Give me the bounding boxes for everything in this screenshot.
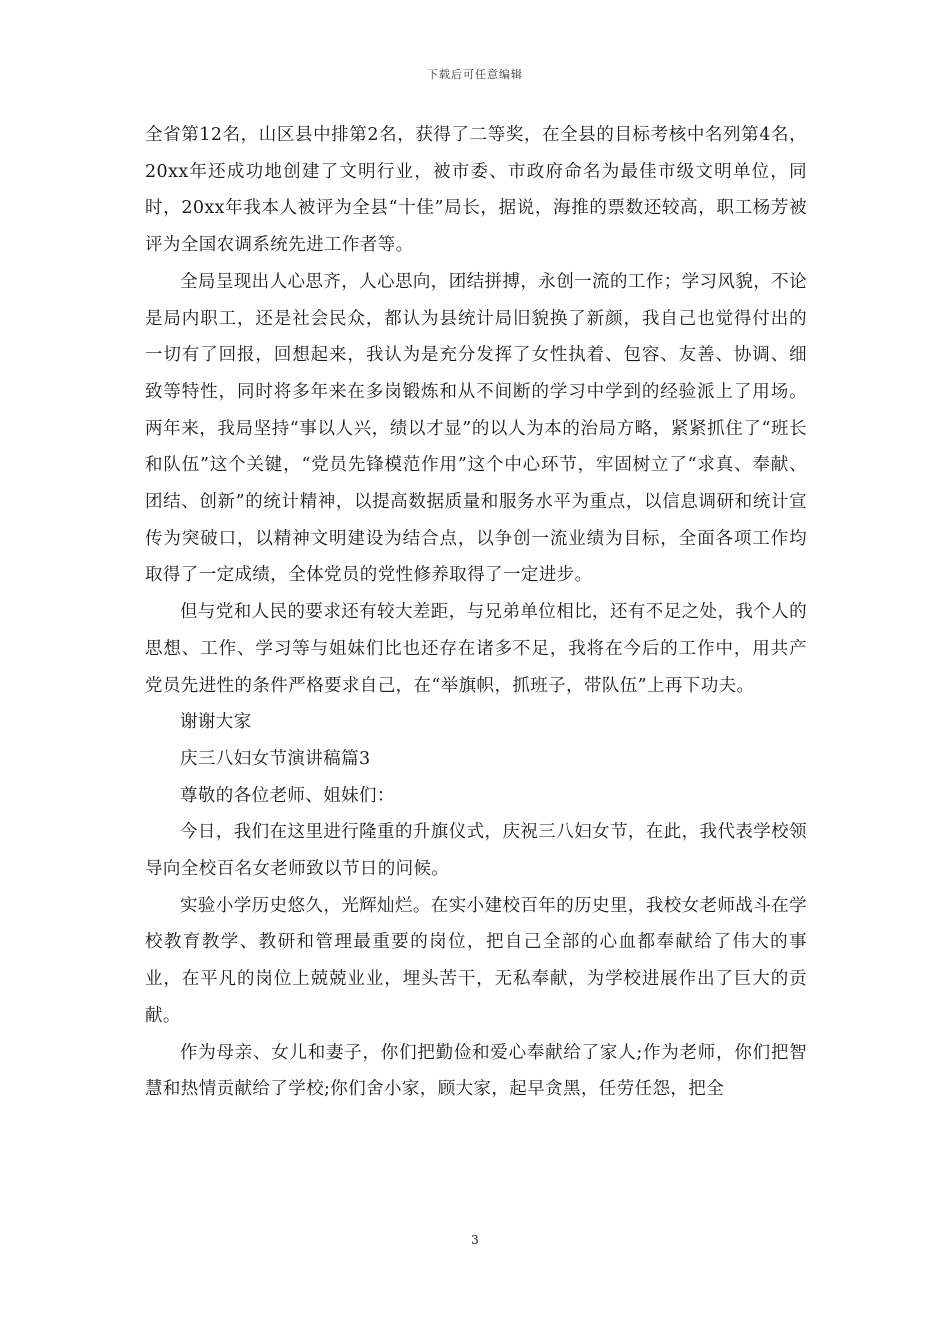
paragraph: 全局呈现出人心思齐，人心思向，团结拼搏，永创一流的工作；学习风貌，不论是局内职工，还是社会民众，都认为县统计局旧貌换了新颜，我自己也觉得付出的一切有了回报，回想起来，我认为是充分发挥了女性执着、包容、友善、协调、细致等特性，同时将多年来在多岗锻炼和从不间断的学习中学到的经验派上了用场。两年来，我局坚持“事以人兴，绩以才显”的以人为本的治局方略，紧紧抓住了“班长和队伍”这个关键，“党员先锋模范作用”这个中心环节，牢固树立了“求真、奉献、团结、创新”的统计精神，以提高数据质量和服务水平为重点，以信息调研和统计宣传为突破口，以精神文明建设为结合点，以争创一流业绩为目标，全面各项工作均取得了一定成绩，全体党员的党性修养取得了一定进步。 xyxy=(145,271,807,586)
paragraph: 作为母亲、女儿和妻子，你们把勤俭和爱心奉献给了家人;作为老师，你们把智慧和热情贡献给了学校;你们舍小家，顾大家，起早贪黑，任劳任怨，把全 xyxy=(145,1042,807,1100)
page-header: 下载后可任意编辑 xyxy=(427,68,523,81)
paragraph: 实验小学历史悠久，光辉灿烂。在实小建校百年的历史里，我校女老师战斗在学校教育教学、教研和管理最重要的岗位，把自己全部的心血都奉献给了伟大的事业，在平凡的岗位上兢兢业业，埋头苦干，无私奉献，为学校进展作出了巨大的贡献。 xyxy=(145,895,807,1026)
salutation: 尊敬的各位老师、姐妹们： xyxy=(180,785,395,806)
paragraph: 但与党和人民的要求还有较大差距，与兄弟单位相比，还有不足之处，我个人的思想、工作、学习等与姐妹们比也还存在诸多不足，我将在今后的工作中，用共产党员先进性的条件严格要求自己，在“举旗帜，抓班子，带队伍”上再下功夫。 xyxy=(145,602,807,696)
page-number: 3 xyxy=(471,1233,479,1247)
document-body xyxy=(145,117,807,1108)
paragraph-continued: 全省第12名，山区县中排第2名，获得了二等奖，在全县的目标考核中名列第4名，20xx年还成功地创建了文明行业，被市委、市政府命名为最佳市级文明单位，同时，20xx年我本人被评为全县“十佳”局长，据说，海推的票数还较高，职工杨芳被评为全国农调系统先进工作者等。 xyxy=(145,125,807,256)
paragraph: 今日，我们在这里进行隆重的升旗仪式，庆祝三八妇女节，在此，我代表学校领导向全校百名女老师致以节日的问候。 xyxy=(145,822,807,880)
closing-line: 谢谢大家 xyxy=(180,712,252,733)
section-title: 庆三八妇女节演讲稿篇3 xyxy=(180,748,371,769)
